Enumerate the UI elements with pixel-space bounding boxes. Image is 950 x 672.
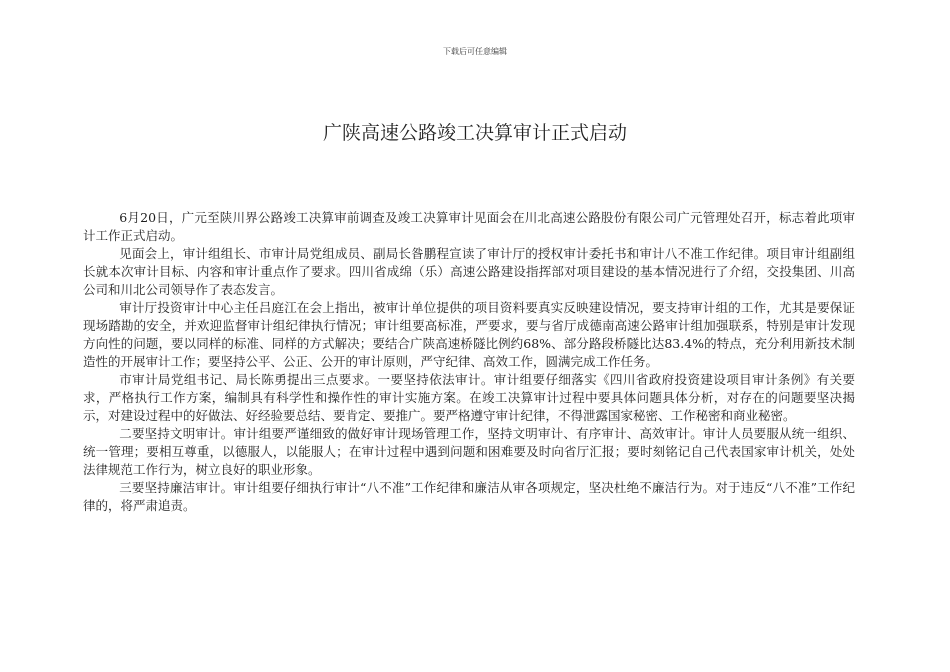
paragraph-director-remarks: 审计厅投资审计中心主任吕庭江在会上指出，被审计单位提供的项目资料要真实反映建设情况，要支持审计组的工作，尤其是要保证现场踏勘的安全，并欢迎监督审计组纪律执行情况；审计组要高标准，严要求，要与省厅成德南高速公路审计组加强联系，特别是审计发现方向性的问题，要以同样的标准、同样的方式解决；要结合广陕高速桥隧比例约68%、部分路段桥隧比达83.4%的特点，充分利用新技术制造性的开展审计工作；要坚持公平、公正、公开的审计原则，严守纪律、高效工作，圆满完成工作任务。 <box>83 300 855 369</box>
paragraph-requirement-one: 市审计局党组书记、局长陈勇提出三点要求。一要坚持依法审计。审计组要仔细落实《四川省政府投资建设项目审计条例》有关要求，严格执行工作方案，编制具有科学性和操作性的审计实施方案。在竣工决算审计过程中要具体问题具体分析，对存在的问题要坚决揭示，对建设过程中的好做法、好经验要总结、要肯定、要推广。要严格遵守审计纪律，不得泄露国家秘密、工作秘密和商业秘密。 <box>83 372 855 423</box>
paragraph-requirement-two: 二要坚持文明审计。审计组要严谨细致的做好审计现场管理工作，坚持文明审计、有序审计、高效审计。审计人员要服从统一组织、统一管理；要相互尊重，以德服人，以能服人；在审计过程中遇到问题和困难要及时向省厅汇报；要时刻铭记自己代表国家审计机关，处处法律规范工作行为，树立良好的职业形象。 <box>83 426 855 477</box>
paragraph-requirement-three: 三要坚持廉洁审计。审计组要仔细执行审计“八不准”工作纪律和廉洁从审各项规定，坚决杜绝不廉洁行为。对于违反“八不准”工作纪律的，将严肃追责。 <box>83 480 855 513</box>
header-note: 下载后可任意编辑 <box>443 47 507 56</box>
paragraph-meeting-opening: 6月20日，广元至陕川界公路竣工决算审前调查及竣工决算审计见面会在川北高速公路股份有限公司广元管理处召开，标志着此项审计工作正式启动。 <box>83 210 855 243</box>
article-body <box>83 209 855 515</box>
paragraph-meeting-content: 见面会上，审计组组长、市审计局党组成员、副局长昝鹏程宣读了审计厅的授权审计委托书和审计八不准工作纪律。项目审计组副组长就本次审计目标、内容和审计重点作了要求。四川省成绵（乐）高速公路建设指挥部对项目建设的基本情况进行了介绍，交投集团、川高公司和川北公司领导作了表态发言。 <box>83 246 855 297</box>
document-title: 广陕高速公路竣工决算审计正式启动 <box>322 122 627 144</box>
